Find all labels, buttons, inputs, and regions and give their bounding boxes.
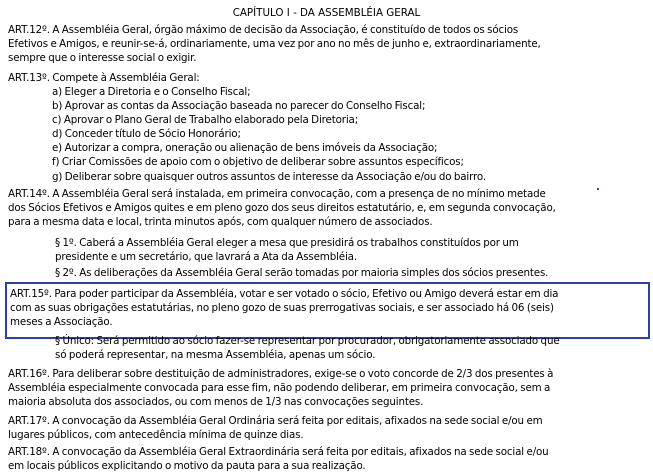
article-16-line: maioria absoluta dos associados, ou com menos de 1/3 nas convocações seguintes. (8, 396, 424, 409)
article-17-line: ART.17º. A convocação da Assembléia Geral Ordinária será feita por editais, afixados na sede social e/ou em (8, 415, 543, 427)
article-14 (8, 187, 645, 229)
article-15-line: ART.15º. Para poder participar da Assembléia, votar e ser votado o sócio, Efetivo ou Amigo deverá estar em dia (10, 288, 559, 300)
list-item: b) Aprovar as contas da Associação baseada no parecer do Conselho Fiscal; (52, 100, 426, 113)
paragraph-line: § Único: Será permitido ao sócio fazer-se representar por procurador, obrigatoriamente associado que (55, 335, 560, 347)
article-18 (8, 445, 645, 473)
article-14-paragraph-2 (55, 266, 645, 280)
paragraph-line: § 1º. Caberá a Assembléia Geral eleger a mesa que presidirá os trabalhos constituídos por um (55, 237, 519, 249)
article-13 (8, 71, 645, 85)
paragraph-line: presidente e um secretário, que lavrará a Ata da Assembléia. (55, 251, 357, 264)
article-15 (10, 287, 645, 329)
article-18-line: ART.18º. A convocação da Assembléia Geral Extraordinária será feita por editais, afixados na sede social e/ou (8, 446, 549, 458)
article-12-line: ART.12º. A Assembléia Geral, órgão máximo de decisão da Associação, é constituído de todos os sócios (8, 24, 519, 36)
blue-speck (597, 188, 599, 190)
article-14-line: para a mesma data e local, trinta minutos após, com qualquer número de associados. (8, 216, 433, 229)
article-14-line: dos Sócios Efetivos e Amigos quites e em pleno gozo dos seus direitos estatutário, e, em segunda convocação, (8, 202, 556, 215)
article-12-line: sempre que o interesse social o exigir. (8, 52, 197, 65)
article-16-line: Assembléia especialmente convocada para esse fim, não podendo deliberar, em primeira convocação, sem a (8, 382, 551, 395)
article-12-line: Efetivos e Amigos, e reunir-se-á, ordinariamente, uma vez por ano no mês de junho e, extraordinariamente, (8, 38, 541, 51)
article-13-items (52, 85, 642, 184)
list-item: f) Criar Comissões de apoio com o objetivo de deliberar sobre assuntos específicos; (52, 156, 464, 169)
article-17-line: lugares públicos, com antecedência mínima de quinze dias. (8, 429, 304, 442)
list-item: g) Deliberar sobre quaisquer outros assuntos de interesse da Associação e/ou do bairro. (52, 170, 486, 183)
article-15-unico (55, 334, 645, 362)
chapter-title: CAPÍTULO I - DA ASSEMBLÉIA GERAL (232, 7, 421, 19)
article-13-intro: ART.13º. Compete à Assembléia Geral: (8, 72, 200, 84)
paragraph-line: § 2º. As deliberações da Assembléia Geral serão tomadas por maioria simples dos sócios presentes. (55, 267, 549, 279)
list-item: e) Autorizar a compra, oneração ou alienação de bens imóveis da Associação; (52, 142, 438, 155)
article-16-line: ART.16º. Para deliberar sobre destituição de administradores, exige-se o voto concorde de 2/3 dos presentes à (8, 368, 554, 380)
article-12 (8, 23, 645, 65)
list-item: d) Conceder título de Sócio Honorário; (52, 128, 241, 141)
list-item: a) Eleger a Diretoria e o Conselho Fiscal; (52, 86, 251, 98)
article-15-line: meses a Associação. (10, 316, 113, 329)
article-15-line: com as suas obrigações estatutárias, no pleno gozo de suas prerrogativas sociais, e ser associado há 06 (seis) (10, 302, 554, 315)
article-18-line: em locais públicos explicitando o motivo da pauta para a sua realização. (8, 460, 366, 473)
article-14-line: ART.14º. A Assembléia Geral será instalada, em primeira convocação, com a presença de no mínimo metade (8, 188, 546, 200)
article-16 (8, 367, 645, 409)
paragraph-line: só poderá representar, na mesma Assembléia, apenas um sócio. (55, 349, 376, 362)
list-item: c) Aprovar o Plano Geral de Trabalho elaborado pela Diretoria; (52, 114, 359, 127)
article-17 (8, 414, 645, 442)
article-14-paragraph-1 (55, 236, 645, 264)
